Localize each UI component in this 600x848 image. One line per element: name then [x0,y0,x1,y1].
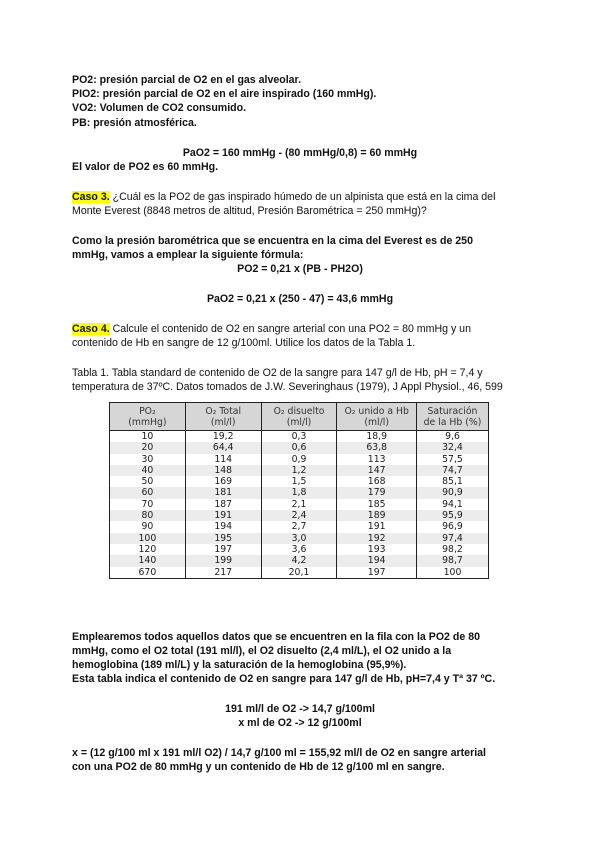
table-cell: 80 [110,510,186,521]
explanation-line4: Esta tabla indica el contenido de O2 en sangre para 147 g/l de Hb, pH=7,4 y Tª 37 ºC. [72,673,496,685]
table-cell: 1,8 [261,487,337,498]
final-result-line1: x = (12 g/100 ml x 191 ml/l O2) / 14,7 g/100 ml = 155,92 ml/l de O2 en sangre arterial [72,747,486,759]
table-cell: 1,5 [261,476,337,487]
case3-question-line2: Monte Everest (8848 metros de altitud, Presión Barométrica = 250 mmHg)? [72,205,427,217]
table-cell: 96,9 [416,521,488,532]
table-cell: 30 [110,454,186,465]
table-cell: 0,6 [261,442,337,453]
header-saturation: Saturación de la Hb (%) [416,403,488,431]
table-cell: 20 [110,442,186,453]
table-cell: 140 [110,555,186,566]
explanation-line2: mmHg, como el O2 total (191 ml/l), el O2 disuelto (2,4 ml/L), el O2 unido a la [72,645,452,657]
case3-formula-applied: PaO2 = 0,21 x (250 - 47) = 43,6 mmHg [206,293,394,305]
table-cell: 197 [185,544,261,555]
table-cell: 670 [110,567,186,579]
table-row [110,476,489,487]
table-cell: 168 [337,476,417,487]
table-header-row [110,403,489,431]
table-cell: 169 [185,476,261,487]
case3-question-line1 [72,190,495,204]
proportion-line2: x ml de O2 -> 12 g/100ml [238,717,362,729]
table-cell: 97,4 [416,533,488,544]
table-cell: 114 [185,454,261,465]
case3-label: Caso 3. [72,191,110,203]
table-cell: 40 [110,465,186,476]
case3-answer-line2: mmHg, vamos a emplear la siguiente fórmula: [72,249,304,261]
table-cell: 187 [185,499,261,510]
table-cell: 90,9 [416,487,488,498]
table-cell: 194 [185,521,261,532]
table-row [110,465,489,476]
table-cell: 185 [337,499,417,510]
table-cell: 100 [416,567,488,579]
table-cell: 113 [337,454,417,465]
table-cell: 57,5 [416,454,488,465]
table-row [110,487,489,498]
table-cell: 193 [337,544,417,555]
table-cell: 197 [337,567,417,579]
table-cell: 0,3 [261,431,337,443]
table-cell: 4,2 [261,555,337,566]
case3-answer-line1: Como la presión barométrica que se encuentra en la cima del Everest es de 250 [72,235,473,247]
table-cell: 120 [110,544,186,555]
result-po2: El valor de PO2 es 60 mmHg. [72,161,219,173]
table-cell: 85,1 [416,476,488,487]
case4-label: Caso 4. [72,323,110,335]
table-row [110,555,489,566]
definition-pio2: PIO2: presión parcial de O2 en el aire inspirado (160 mmHg). [72,88,377,100]
table-cell: 217 [185,567,261,579]
table-cell: 64,4 [185,442,261,453]
table-cell: 148 [185,465,261,476]
table-row [110,431,489,443]
table-row [110,454,489,465]
table-cell: 100 [110,533,186,544]
table-cell: 63,8 [337,442,417,453]
oxygen-content-table [109,402,489,579]
table-cell: 50 [110,476,186,487]
definition-po2: PO2: presión parcial de O2 en el gas alveolar. [72,74,302,86]
table-cell: 191 [337,521,417,532]
table-row [110,544,489,555]
proportion-line1: 191 ml/l de O2 -> 14,7 g/100ml [225,703,375,715]
final-result-line2: con una PO2 de 80 mmHg y un contenido de Hb de 12 g/100 ml en sangre. [72,761,445,773]
table-cell: 194 [337,555,417,566]
table-cell: 19,2 [185,431,261,443]
table-cell: 9,6 [416,431,488,443]
table-cell: 74,7 [416,465,488,476]
table-cell: 60 [110,487,186,498]
definition-vo2: VO2: Volumen de CO2 consumido. [72,102,247,114]
table-cell: 199 [185,555,261,566]
table-cell: 181 [185,487,261,498]
table-cell: 20,1 [261,567,337,579]
table-cell: 18,9 [337,431,417,443]
formula-pao2: PaO2 = 160 mmHg - (80 mmHg/0,8) = 60 mmHg [182,147,418,159]
table-cell: 0,9 [261,454,337,465]
case4-text: Calcule el contenido de O2 en sangre arterial con una PO2 = 80 mmHg y un [109,323,471,335]
table-cell: 2,4 [261,510,337,521]
definition-pb: PB: presión atmosférica. [72,117,197,129]
header-o2-hb: O₂ unido a Hb (ml/l) [337,403,417,431]
table-cell: 195 [185,533,261,544]
table-row [110,533,489,544]
table-cell: 147 [337,465,417,476]
table-cell: 189 [337,510,417,521]
table-cell: 32,4 [416,442,488,453]
table-cell: 3,0 [261,533,337,544]
table-caption-line1: Tabla 1. Tabla standard de contenido de O2 de la sangre para 147 g/l de Hb, pH = 7,4 y [72,367,483,379]
table-cell: 1,2 [261,465,337,476]
table-cell: 3,6 [261,544,337,555]
case3-formula-general: PO2 = 0,21 x (PB - PH2O) [237,263,363,275]
table-caption-line2: temperatura de 37ºC. Datos tomados de J.W. Severinghaus (1979), J Appl Physiol., 46, 599 [72,381,503,393]
table-cell: 191 [185,510,261,521]
table-cell: 192 [337,533,417,544]
table-row [110,567,489,579]
header-po2: PO₂ (mmHg) [110,403,186,431]
explanation-line1: Emplearemos todos aquellos datos que se encuentren en la fila con la PO2 de 80 [72,631,480,643]
case4-question-line1 [72,322,471,336]
table-cell: 2,1 [261,499,337,510]
table-cell: 179 [337,487,417,498]
case4-question-line2: contenido de Hb en sangre de 12 g/100ml. Utilice los datos de la Tabla 1. [72,337,416,349]
case3-text: ¿Cuál es la PO2 de gas inspirado húmedo de un alpinista que está en la cima del [109,191,496,203]
explanation-line3: hemoglobina (189 ml/L) y la saturación de la hemoglobina (95,9%). [72,659,407,671]
table-cell: 94,1 [416,499,488,510]
table-cell: 98,2 [416,544,488,555]
table-row [110,521,489,532]
table-cell: 90 [110,521,186,532]
header-o2-dissolved: O₂ disuelto (ml/l) [261,403,337,431]
table-cell: 2,7 [261,521,337,532]
table-body [110,431,489,579]
table-cell: 70 [110,499,186,510]
header-o2-total: O₂ Total (ml/l) [185,403,261,431]
table-cell: 98,7 [416,555,488,566]
table-row [110,499,489,510]
table-row [110,510,489,521]
table-cell: 10 [110,431,186,443]
table-row [110,442,489,453]
table-cell: 95,9 [416,510,488,521]
